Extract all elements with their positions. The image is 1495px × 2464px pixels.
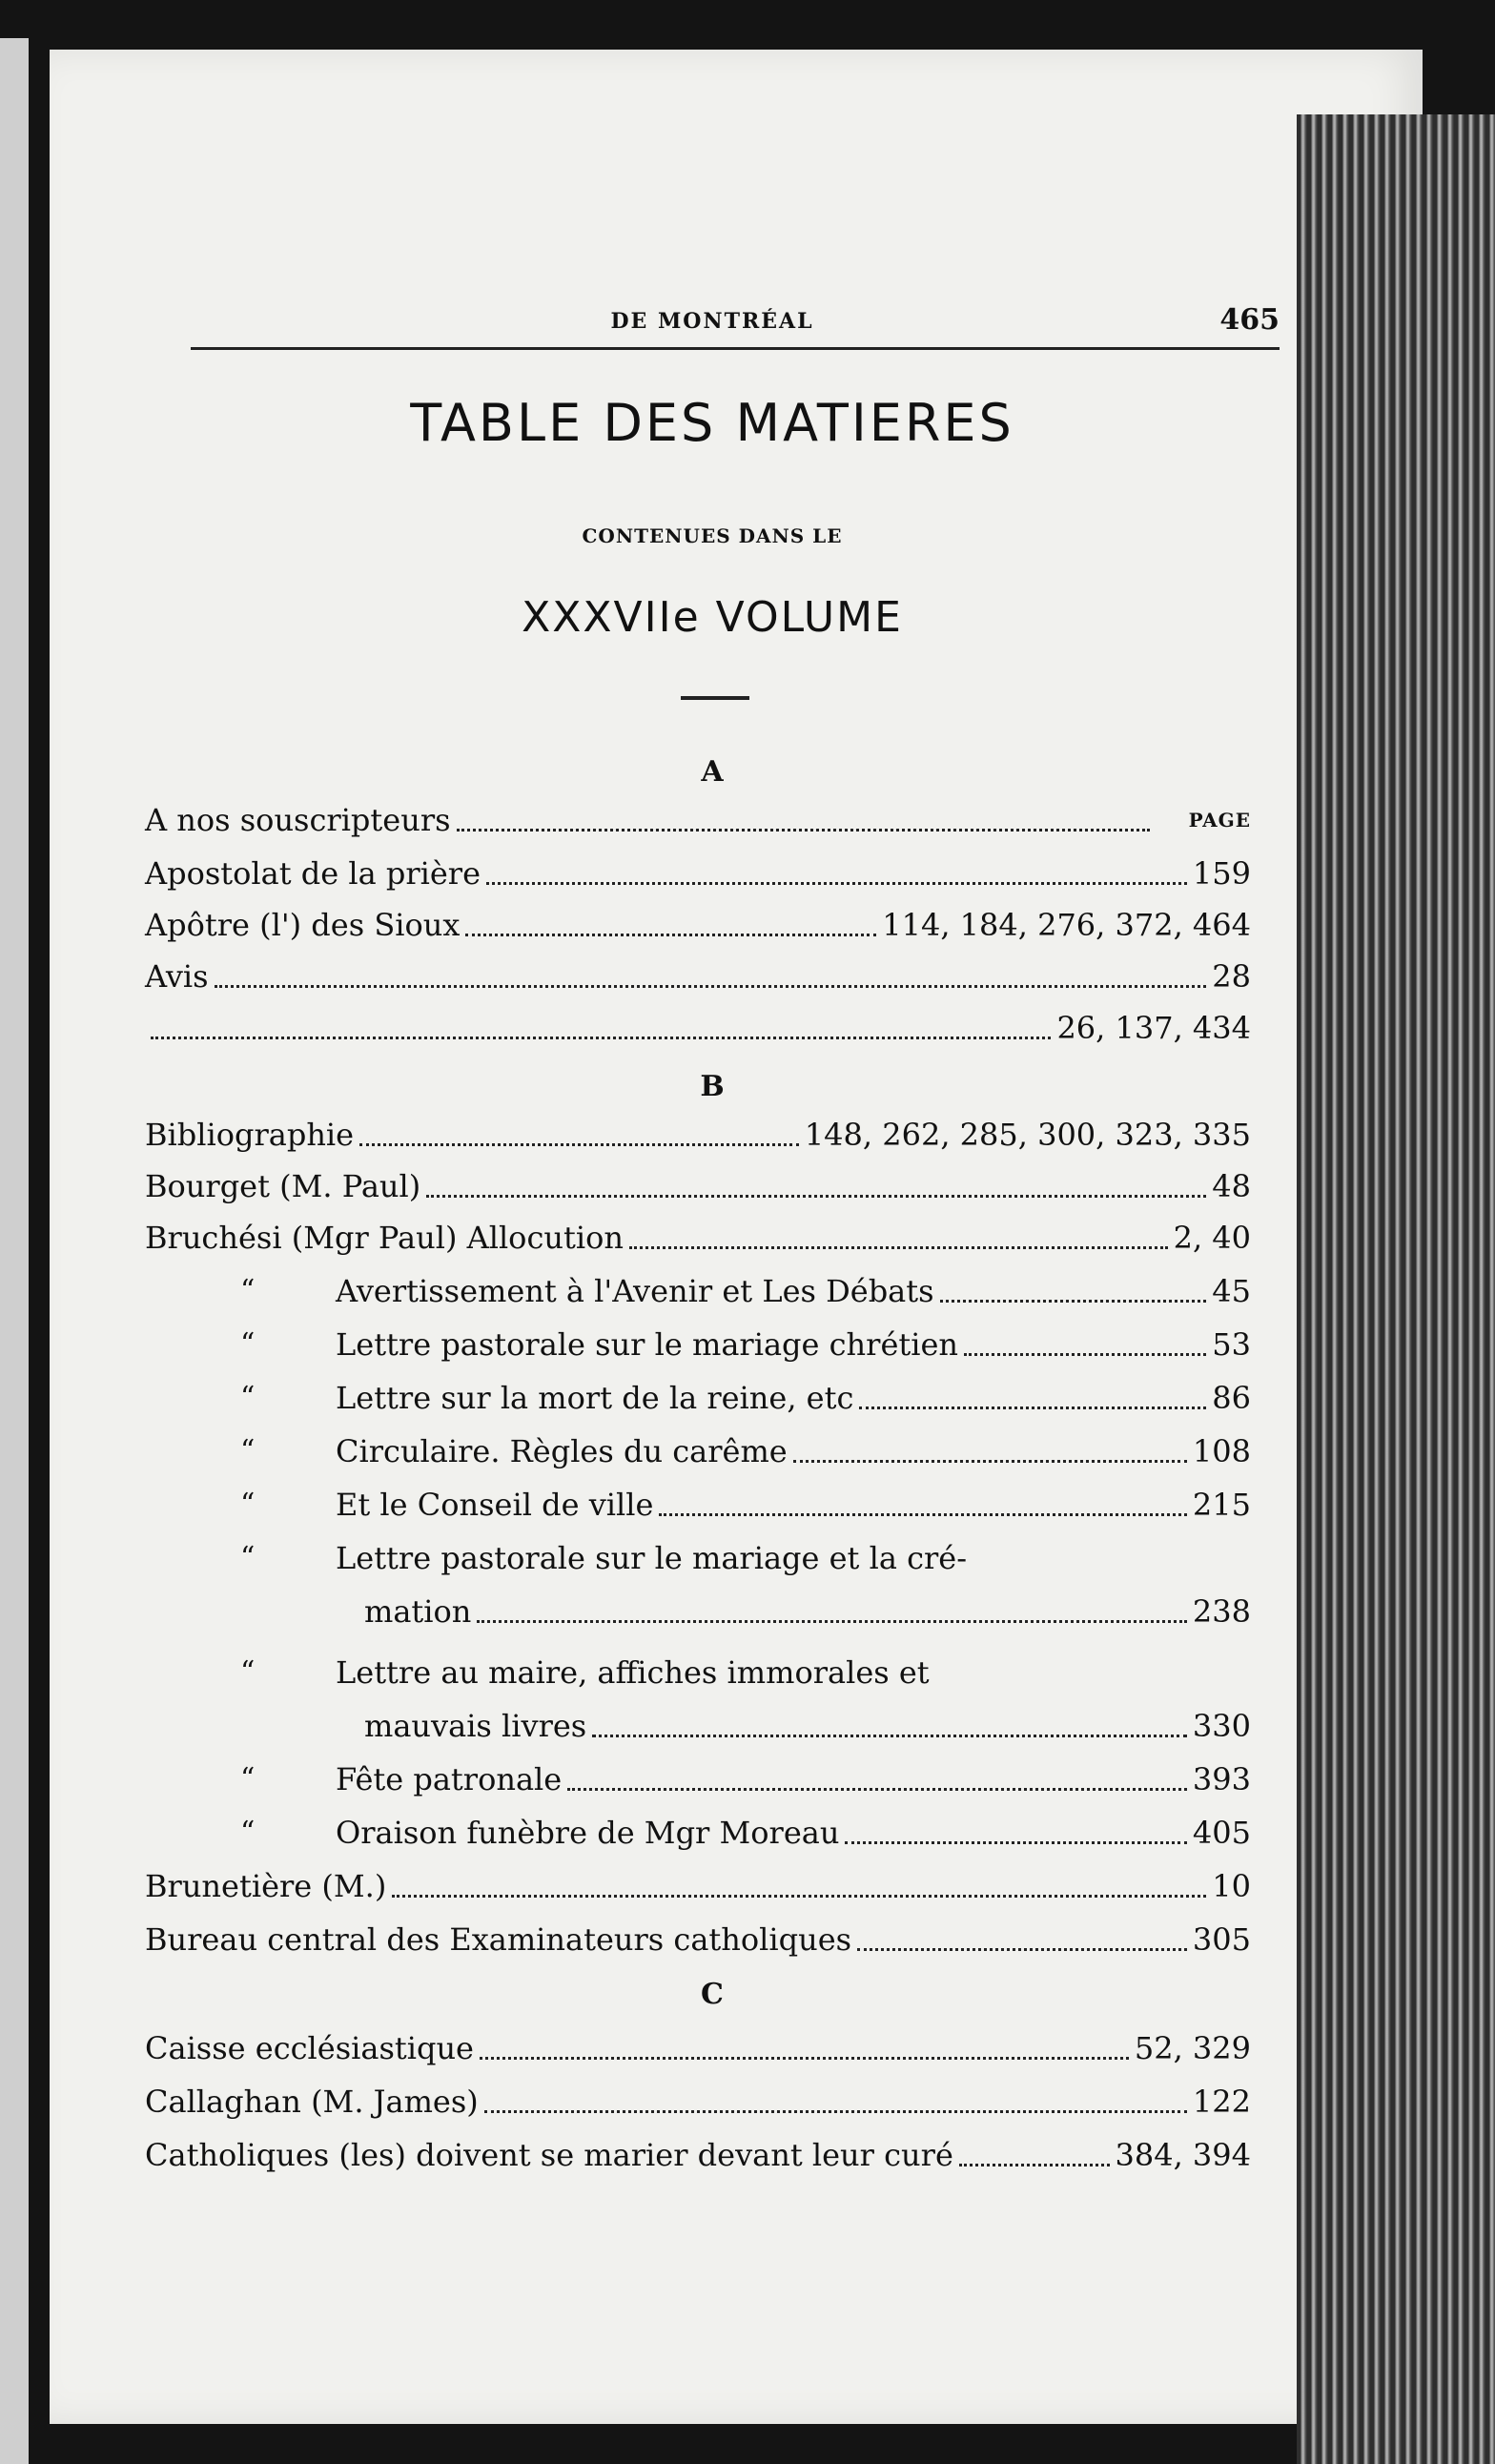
entry-pages: 45 <box>1212 1273 1251 1309</box>
dot-leader <box>659 1513 1187 1516</box>
toc-entry <box>145 2027 1251 2069</box>
dot-leader <box>477 1620 1187 1623</box>
ditto-mark: “ <box>240 1327 256 1361</box>
toc-entry <box>145 1919 1251 1961</box>
entry-label: Bibliographie <box>145 1117 355 1153</box>
toc-entry <box>145 904 1251 946</box>
entry-label: Catholiques (les) doivent se marier devant leur curé <box>145 2137 953 2173</box>
subtitle: CONTENUES DANS LE <box>582 524 843 547</box>
dot-leader <box>859 1407 1206 1409</box>
page-number: 465 <box>1219 303 1280 337</box>
dot-leader <box>567 1788 1187 1791</box>
title-rule <box>681 696 749 700</box>
entry-label: Oraison funèbre de Mgr Moreau <box>336 1815 840 1851</box>
entry-label: Fête patronale <box>336 1761 563 1797</box>
entry-label: Lettre au maire, affiches immorales et <box>336 1654 930 1691</box>
toc-entry <box>145 1217 1251 1259</box>
entry-pages: 86 <box>1212 1380 1251 1416</box>
ditto-mark: “ <box>240 1434 256 1468</box>
toc-entry <box>145 2081 1251 2123</box>
entry-label: Avis <box>145 958 209 995</box>
toc-entry <box>145 1114 1251 1156</box>
entry-pages: 305 <box>1192 1921 1251 1958</box>
entry-label: Bureau central des Examinateurs catholiques <box>145 1921 852 1958</box>
entry-pages: 405 <box>1192 1815 1251 1851</box>
entry-pages: 108 <box>1192 1433 1251 1469</box>
dot-leader <box>426 1195 1206 1198</box>
page-content <box>145 303 1280 2405</box>
dot-leader <box>486 882 1187 885</box>
entry-label: Bruchési (Mgr Paul) Allocution <box>145 1220 624 1256</box>
toc-subentry <box>240 1758 1251 1800</box>
ditto-mark: “ <box>240 1488 256 1521</box>
toc-entry <box>145 1007 1251 1049</box>
toc-entry <box>145 2134 1251 2176</box>
book-page <box>50 50 1423 2424</box>
entry-label: mauvais livres <box>364 1708 587 1744</box>
dot-leader <box>857 1948 1187 1951</box>
toc-entry <box>145 852 1251 894</box>
running-head <box>145 303 1280 345</box>
entry-label: Bourget (M. Paul) <box>145 1168 421 1204</box>
entry-pages: 215 <box>1192 1487 1251 1523</box>
page-column-head: PAGE <box>1188 809 1251 832</box>
ditto-mark: “ <box>240 1762 256 1796</box>
ditto-mark: “ <box>240 1816 256 1849</box>
entry-pages: 26, 137, 434 <box>1056 1010 1251 1046</box>
toc-subentry <box>240 1377 1251 1419</box>
volume-title: XXXVIIe VOLUME <box>522 593 903 642</box>
section-letter-b: B <box>700 1070 725 1103</box>
section-letter-c: C <box>701 1978 724 2011</box>
toc-subentry <box>240 1652 1251 1694</box>
entry-label: A nos souscripteurs <box>145 802 451 838</box>
entry-pages: 238 <box>1192 1593 1251 1630</box>
entry-pages: 48 <box>1212 1168 1251 1204</box>
entry-label: mation <box>364 1593 472 1630</box>
page-title: TABLE DES MATIERES <box>410 393 1014 453</box>
toc-entry <box>145 1865 1251 1907</box>
dot-leader <box>959 2164 1110 2166</box>
entry-pages: 2, 40 <box>1173 1220 1251 1256</box>
entry-pages: 384, 394 <box>1115 2137 1251 2173</box>
ditto-mark: “ <box>240 1274 256 1307</box>
entry-label: Caisse ecclésiastique <box>145 2030 474 2066</box>
page-stack-edge <box>1297 114 1495 2464</box>
facing-page-edge <box>0 38 29 2464</box>
entry-label: Lettre pastorale sur le mariage et la cré- <box>336 1540 968 1576</box>
dot-leader <box>484 2110 1187 2113</box>
toc-subentry <box>240 1324 1251 1365</box>
entry-pages: 114, 184, 276, 372, 464 <box>882 907 1251 943</box>
dot-leader <box>151 1037 1051 1039</box>
dot-leader <box>964 1353 1206 1356</box>
toc-subentry-continued <box>364 1705 1251 1747</box>
header-rule <box>191 347 1280 350</box>
running-title: DE MONTRÉAL <box>610 309 814 334</box>
section-letter-a: A <box>701 755 724 789</box>
toc-entry <box>145 1165 1251 1207</box>
dot-leader <box>215 985 1207 988</box>
ditto-mark: “ <box>240 1381 256 1414</box>
toc-entry <box>145 799 1156 841</box>
entry-label: Et le Conseil de ville <box>336 1487 654 1523</box>
dot-leader <box>457 829 1150 832</box>
entry-label: Circulaire. Règles du carême <box>336 1433 788 1469</box>
entry-label: Apostolat de la prière <box>145 855 481 892</box>
entry-pages: 10 <box>1212 1868 1251 1904</box>
dot-leader <box>845 1841 1186 1844</box>
dot-leader <box>592 1735 1187 1737</box>
toc-subentry <box>240 1430 1251 1472</box>
toc-subentry <box>240 1537 1251 1579</box>
entry-label: Lettre sur la mort de la reine, etc <box>336 1380 854 1416</box>
entry-pages: 330 <box>1192 1708 1251 1744</box>
toc-subentry <box>240 1484 1251 1526</box>
entry-pages: 122 <box>1192 2084 1251 2120</box>
dot-leader <box>359 1143 799 1146</box>
dot-leader <box>629 1246 1168 1249</box>
entry-pages: 53 <box>1212 1326 1251 1363</box>
dot-leader <box>793 1460 1187 1463</box>
dot-leader <box>480 2057 1129 2060</box>
entry-pages: 148, 262, 285, 300, 323, 335 <box>804 1117 1251 1153</box>
dot-leader <box>940 1300 1207 1303</box>
entry-label: Apôtre (l') des Sioux <box>145 907 461 943</box>
entry-pages: 159 <box>1192 855 1251 892</box>
entry-label: Brunetière (M.) <box>145 1868 387 1904</box>
entry-pages: 393 <box>1192 1761 1251 1797</box>
toc-entry <box>145 955 1251 997</box>
entry-label: Avertissement à l'Avenir et Les Débats <box>336 1273 934 1309</box>
ditto-mark: “ <box>240 1655 256 1689</box>
toc-subentry-continued <box>364 1591 1251 1632</box>
entry-label: Lettre pastorale sur le mariage chrétien <box>336 1326 959 1363</box>
ditto-mark: “ <box>240 1541 256 1574</box>
entry-pages: 28 <box>1212 958 1251 995</box>
dot-leader <box>465 934 876 936</box>
toc-subentry <box>240 1270 1251 1312</box>
entry-pages: 52, 329 <box>1134 2030 1251 2066</box>
toc-subentry <box>240 1812 1251 1854</box>
dot-leader <box>392 1895 1206 1898</box>
entry-label: Callaghan (M. James) <box>145 2084 479 2120</box>
